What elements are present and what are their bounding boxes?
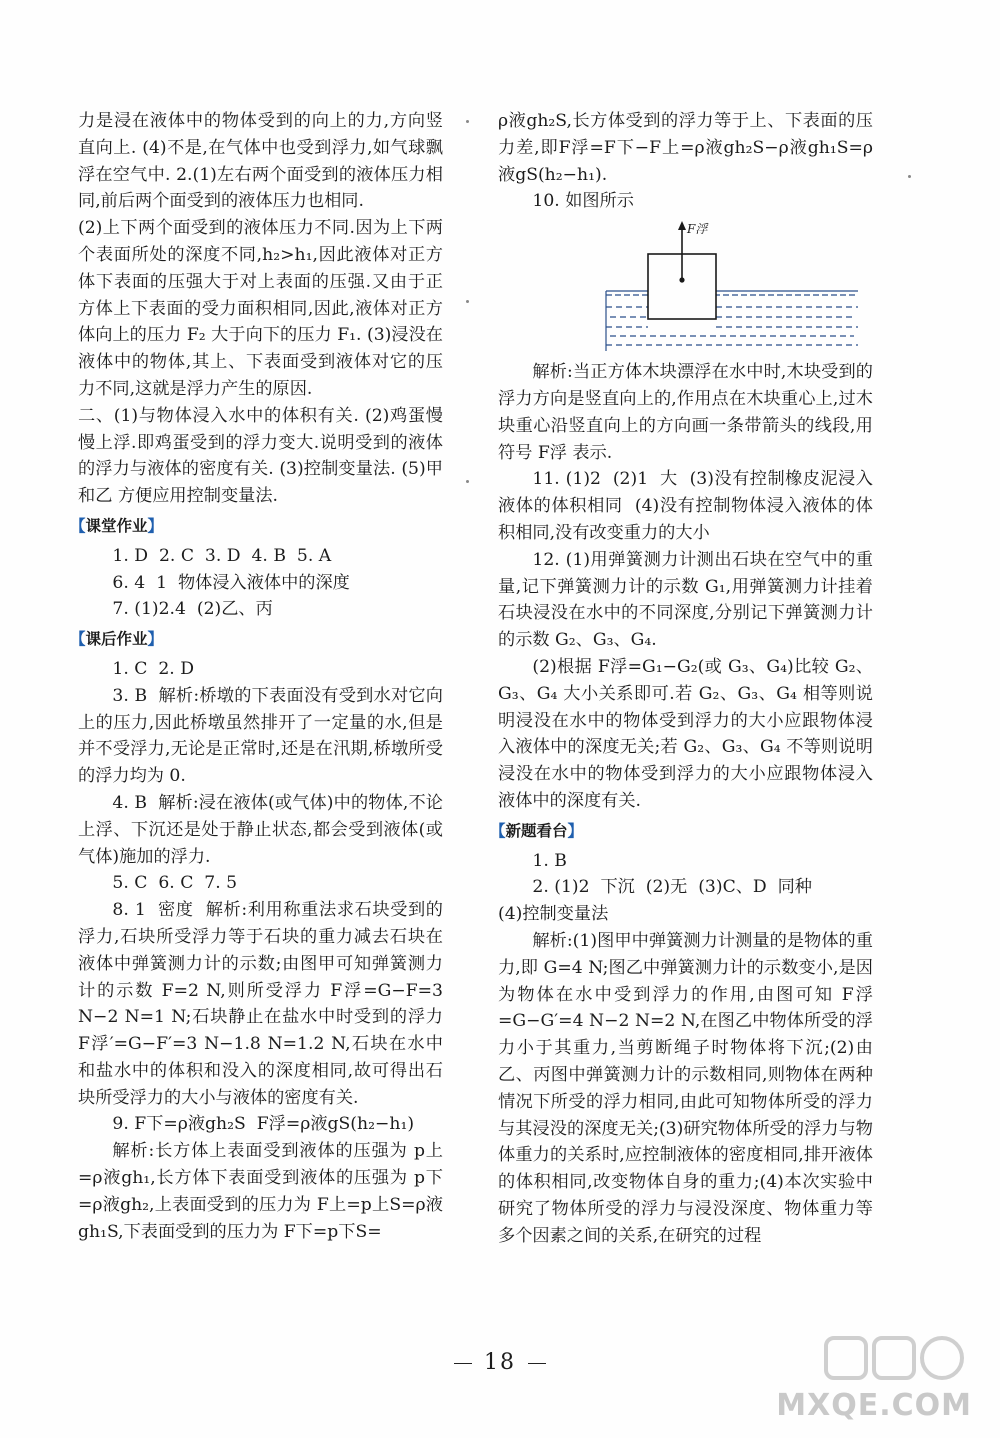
margin-dot [466, 300, 469, 303]
paragraph: 力是浸在液体中的物体受到的向上的力,方向竖直向上. (4)不是,在气体中也受到浮力,如气球飘浮在空气中. 2.(1)左右两个面受到的液体压力相同,前后两个面受到的液体压力也相同. [78, 111, 443, 212]
answer-line: 9. F下=ρ液gh₂S F浮=ρ液gS(h₂−h₁) [112, 1114, 415, 1135]
section-heading-new: 【新题看台】 [490, 821, 584, 840]
page-number: 18 [0, 1350, 1000, 1375]
paragraph: (2)上下两个面受到的液体压力不同.因为上下两个表面所处的深度不同,h₂>h₁,因此液体对正方体下表面的压强大于对上表面的压强.又由于正方体上下表面的受力面积相同,因此,液体对正方体向上的压力 F₂ 大于向下的压力 F₁. (3)浸没在液体中的物体,其上、下表面受到液体对它的压力不同,这就是浮力产生的原因. [78, 218, 443, 399]
left-column [70, 108, 449, 1245]
margin-dot [466, 120, 469, 123]
answer-line: 解析:长方体上表面受到液体的压强为 p上=ρ液gh₁,长方体下表面受到液体的压强为 p下=ρ液gh₂,上表面受到的压力为 F上=p上S=ρ液gh₁S,下表面受到的压力为 F下=p下S= [78, 1141, 443, 1242]
paragraph: 二、(1)与物体浸入水中的体积有关. (2)鸡蛋慢慢上浮.即鸡蛋受到的浮力变大.说明受到的液体的浮力与液体的密度有关. (3)控制变量法. (5)甲和乙 方便应用控制变量法. [78, 405, 443, 507]
answer-line: 4. B 解析:浸在液体(或气体)中的物体,不论上浮、下沉还是处于静止状态,都会受到液体(或气体)施加的浮力. [78, 792, 443, 867]
answer-line: 1. B [532, 850, 567, 871]
answer-line: 8. 1 密度 解析:利用称重法求石块受到的浮力,石块所受浮力等于石块的重力减去石块在液体中弹簧测力计的示数;由图甲可知弹簧测力计的示数 F=2 N,则所受浮力 F浮=G−F=3 N−2 N=1 N;石块静止在盐水中时受到的浮力 F浮′=G−F′=3 N−1.8 N=1.2 N,石块在水中和盐水中的体积和没入的深度相同,故可得出石块所受浮力的大小与液体的密度有关. [78, 900, 449, 1108]
buoyancy-diagram [498, 219, 873, 353]
section-heading-homework: 【课后作业】 [70, 630, 164, 649]
margin-dot [908, 175, 911, 178]
answer-line: 12. (1)用弹簧测力计测出石块在空气中的重量,记下弹簧测力计的示数 G₁,用弹簧测力计挂着石块浸没在水中的不同深度,分别记下弹簧测力计的示数 G₂、G₃、G₄. [498, 549, 873, 651]
force-label: F浮 [687, 222, 708, 237]
paragraph: ρ液gh₂S,长方体受到的浮力等于上、下表面的压力差,即F浮=F下−F上=ρ液gh₂S−ρ液gh₁S=ρ液gS(h₂−h₁). [498, 111, 873, 185]
margin-dot [466, 480, 469, 483]
answer-line: 7. (1)2.4 (2)乙、丙 [112, 599, 273, 620]
watermark-logo-icon [820, 1330, 970, 1390]
answer-line: 解析:(1)图甲中弹簧测力计测量的是物体的重力,即 G=4 N;图乙中弹簧测力计的示数变小,是因为物体在水中受到浮力的作用,由图可知 F浮=G−G′=4 N−2 N=2 N,在图乙中物体所受的浮力小于其重力,当剪断绳子时物体将下沉;(2)由乙、丙图中弹簧测力计的示数相同,则物体在两种情况下所受的浮力相同,由此可知物体所受的浮力与其浸没的深度无关;(3)研究物体所受的浮力与物体重力的关系时,应控制液体的密度相同,排开液体的体积相同,改变物体自身的重力;(4)本次实验中研究了物体所受的浮力与浸没深度、物体重力等多个因素之间的关系,在研究的过程 [498, 930, 873, 1246]
right-column [490, 108, 873, 1249]
answer-line: (4)控制变量法 [498, 904, 609, 925]
answer-line: 10. 如图所示 [532, 191, 634, 212]
watermark-text: MXQE.COM [776, 1388, 972, 1423]
answer-line: 2. (1)2 下沉 (2)无 (3)C、D 同种 [532, 877, 812, 898]
answer-line: 1. D 2. C 3. D 4. B 5. A [112, 545, 332, 566]
answer-line: 11. (1)2 (2)1 大 (3)没有控制橡皮泥浸入液体的体积相同 (4)没有控制物体浸入液体的体积相同,没有改变重力的大小 [498, 469, 873, 543]
answer-line: 1. C 2. D [112, 658, 194, 679]
water-hatching [606, 307, 858, 345]
section-heading-classwork: 【课堂作业】 [70, 516, 164, 535]
answer-line: (2)根据 F浮=G₁−G₂(或 G₃、G₄)比较 G₂、G₃、G₄ 大小关系即可.若 G₂、G₃、G₄ 相等则说明浸没在水中的物体受到浮力的大小应跟物体浸入液体中的深度无关;若 G₂、G₃、G₄ 不等则说明浸没在水中的物体受到浮力的大小应跟物体浸入液体中的深度有关. [498, 656, 873, 811]
answer-line: 3. B 解析:桥墩的下表面没有受到水对它向上的压力,因此桥墩虽然排开了一定量的水,但是并不受浮力,无论是正常时,还是在汛期,桥墩所受的浮力均为 0. [78, 685, 443, 787]
center-of-gravity [679, 278, 684, 283]
answer-line: 6. 4 1 物体浸入液体中的深度 [112, 572, 350, 593]
water-surface [606, 291, 858, 295]
buoyancy-figure [498, 219, 873, 353]
answer-line: 解析:当正方体木块漂浮在水中时,木块受到的浮力方向是竖直向上的,作用点在木块重心上,过木块重心沿竖直向上的方向画一条带箭头的线段,用符号 F浮 表示. [498, 362, 873, 463]
answer-line: 5. C 6. C 7. 5 [112, 873, 238, 894]
